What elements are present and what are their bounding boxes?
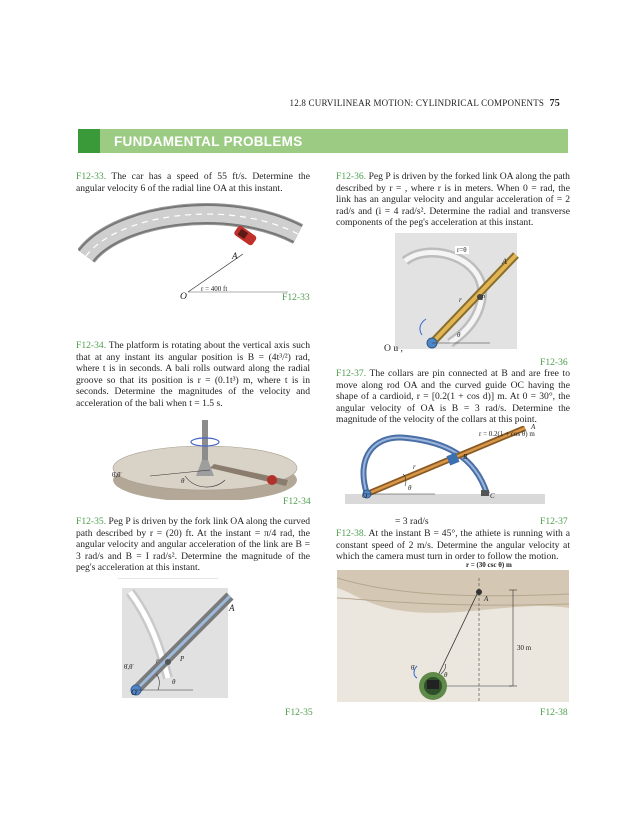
label-origin: O xyxy=(180,291,187,302)
label-r: r xyxy=(459,296,462,304)
problem-f12-35 xyxy=(76,516,310,574)
figure-label: F12-36 xyxy=(540,357,568,368)
figure-label: F12-37 xyxy=(540,516,568,527)
figure-label: F12-38 xyxy=(540,707,568,718)
label-p: P xyxy=(180,655,185,663)
athlete-icon xyxy=(476,589,482,595)
problem-number: F12-38. xyxy=(336,528,367,539)
label-r: r xyxy=(413,463,416,471)
problem-text: At the instant B = 45°, the athiete is running with a constant speed of 2 m/s. Determine the angular velocity at which the camera must turn in order to follow the motion. xyxy=(336,528,570,563)
label-origin: O xyxy=(131,688,137,697)
figure-f12-37 xyxy=(345,426,545,506)
label-theta-dot: θ̇,θ̈ xyxy=(124,663,133,671)
camera-icon xyxy=(427,680,439,689)
page-number: 75 xyxy=(549,98,560,109)
banner-accent-square xyxy=(78,129,100,153)
label-a: A xyxy=(232,251,238,261)
label-a: A xyxy=(484,595,489,603)
label-p: P xyxy=(481,294,486,302)
problem-f12-33 xyxy=(76,171,310,194)
label-origin: O xyxy=(362,492,368,500)
label-c: C xyxy=(490,492,495,500)
ball-icon xyxy=(267,475,277,485)
label-theta-dot: θ̇,θ̈ xyxy=(112,471,121,479)
problem-text: Peg P is driven by the fork link OA along the curved path described by r = (20) ft. At the instant = π/4 rad, the angular velocity and angular acceleration of the link are B = 3 rad/s and B = I rad/s². Determine the magnitude of the peg's acceleration at this instant. xyxy=(76,516,310,574)
label-theta: θ xyxy=(181,477,185,485)
problem-number: F12-37. xyxy=(336,368,367,379)
figure-f12-34 xyxy=(110,420,310,500)
label-theta: θ xyxy=(457,331,461,339)
problem-f12-36 xyxy=(336,171,570,229)
label-r: r xyxy=(156,657,159,665)
label-r-formula: r = 0.2(1 + cos θ) m xyxy=(479,430,535,438)
problem-text: The car has a speed of 55 ft/s. Determine the angular velocity 6 of the radial line OA at this instant. xyxy=(76,171,310,194)
problem-number: F12-36. xyxy=(336,171,367,182)
problem-text: Peg P is driven by the forked link OA along the path described by r = , where r is in meters. When 0 = rad, the link has an angular velocity and angular acceleration of = 2 rad/s and (i = 4 rad/s². Determine the radial and transverse components of the peg's acceleration at this instant. xyxy=(336,171,570,229)
problem-number: F12-34. xyxy=(76,340,107,351)
running-header xyxy=(0,98,560,109)
label-a: A xyxy=(502,257,507,266)
problem-number: F12-35. xyxy=(76,516,107,527)
label-r-formula: r = (30 csc θ) m xyxy=(466,561,512,569)
label-angular-velocity: = 3 rad/s xyxy=(395,516,429,527)
problem-text: The platform is rotating about the vertical axis such that at any instant its angular position is B = (4t³/²) rad, where t is in seconds. A bali rolls outward along the radial groove so that its position is r = (0.1t³) m, where t is in seconds. Determine the magnitudes of the velocity and acceleration of the bali when t = 1.5 s. xyxy=(76,340,310,409)
problem-f12-38 xyxy=(336,528,570,563)
label-a: A xyxy=(531,423,536,431)
banner-title: FUNDAMENTAL PROBLEMS xyxy=(114,134,303,149)
figure-label: F12-35 xyxy=(285,707,313,718)
label-r-formula: r=θ xyxy=(457,246,467,254)
label-theta-dot: θ̇ xyxy=(411,664,415,672)
label-theta: θ xyxy=(444,671,448,679)
problem-f12-34 xyxy=(76,340,310,410)
problem-f12-37 xyxy=(336,368,570,426)
figure-f12-35 xyxy=(118,578,248,702)
problem-text: The collars are pin connected at B and are free to move along rod OA and the curved guide OC having the shape of a cardioid, r = [0.2(1 + cos d)] m. At 0 = 30°, the angular velocity of OA is B = 3 rad/s. Determine the magnitude of the velocity of the collars at this point. xyxy=(336,368,570,426)
label-theta: θ xyxy=(408,484,412,492)
label-origin: O u , xyxy=(384,343,403,354)
label-radius: r = 400 ft xyxy=(201,285,228,293)
label-a: A xyxy=(229,603,235,613)
figure-f12-38 xyxy=(337,570,569,702)
section-title: 12.8 CURVILINEAR MOTION: CYLINDRICAL COMPONENTS xyxy=(289,98,545,108)
problem-number: F12-33. xyxy=(76,171,107,182)
label-theta: θ xyxy=(172,678,176,686)
figure-label: F12-34 xyxy=(283,496,311,507)
label-distance: 30 m xyxy=(517,644,532,652)
label-b: B xyxy=(463,453,468,461)
figure-label: F12-33 xyxy=(282,292,310,303)
